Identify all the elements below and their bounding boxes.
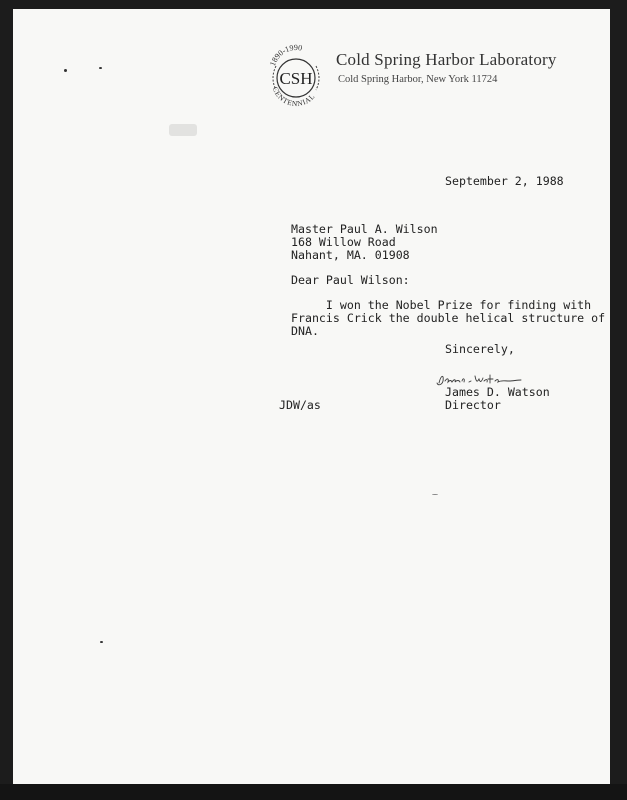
letter-date: September 2, 1988 (445, 174, 564, 188)
seal-monogram: CSH (279, 69, 313, 88)
paper-speck (64, 69, 67, 72)
body-line: Francis Crick the double helical structure of (291, 311, 606, 325)
body-line: DNA. (291, 324, 319, 338)
reference-initials: JDW/as (279, 398, 321, 412)
closing: Sincerely, (445, 342, 515, 356)
signer-title: Director (445, 398, 501, 412)
recipient-city: Nahant, MA. 01908 (291, 248, 410, 262)
recipient-name: Master Paul A. Wilson (291, 222, 438, 236)
scan-border (0, 784, 627, 800)
organization-name: Cold Spring Harbor Laboratory (336, 50, 557, 69)
recipient-street: 168 Willow Road (291, 235, 396, 249)
signer-name: James D. Watson (445, 385, 550, 399)
seal-centennial: CENTENNIAL (270, 85, 317, 109)
salutation: Dear Paul Wilson: (291, 273, 410, 287)
seal-years: 1890-1990 (268, 42, 303, 68)
csh-centennial-seal (262, 42, 330, 114)
organization-address: Cold Spring Harbor, New York 11724 (338, 74, 498, 85)
letter-page (13, 9, 610, 784)
svg-text:1890-1990 (268, 43, 303, 67)
paper-speck (432, 494, 438, 495)
paper-speck (99, 67, 102, 69)
body-line: I won the Nobel Prize for finding with (291, 298, 592, 312)
paper-smudge (169, 124, 197, 136)
paper-speck (100, 641, 103, 643)
